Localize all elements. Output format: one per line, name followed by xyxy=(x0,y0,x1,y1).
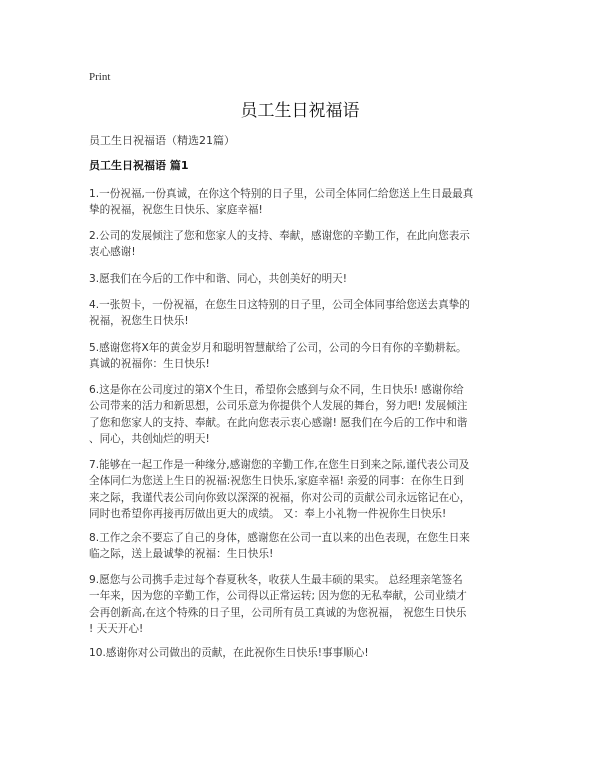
paragraph-7 xyxy=(89,457,513,523)
paragraph-line: 一年来，因为您的辛勤工作，公司得以正常运转; 因为您的无私奉献，公司业绩才 xyxy=(89,590,467,603)
paragraph-1 xyxy=(89,186,513,219)
paragraph-line: 会再创新高,在这个特殊的日子里，公司所有员工真诚的为您祝福， 祝您生日快乐 xyxy=(89,606,467,619)
section-heading: 员工生日祝福语 篇1 xyxy=(89,159,189,172)
paragraph-line: 、同心，共创灿烂的明天! xyxy=(89,433,210,446)
paragraph-4 xyxy=(89,297,513,330)
paragraph-10 xyxy=(89,645,513,661)
paragraph-line: 真诚的祝福你：生日快乐! xyxy=(89,358,210,371)
paragraph-line: ! 天天开心! xyxy=(89,623,144,636)
paragraph-5 xyxy=(89,340,513,373)
paragraph-line: 5.感谢您将X年的黄金岁月和聪明智慧献给了公司，公司的今日有你的辛勤耕耘。 xyxy=(89,342,467,354)
paragraph-line: 10.感谢你对公司做出的贡献，在此祝你生日快乐!事事顺心! xyxy=(89,647,369,659)
paragraph-line: 全体同仁为您送上生日的祝福:祝您生日快乐,家庭幸福! 亲爱的同事：在你生日到 xyxy=(89,475,464,488)
page-title: 员工生日祝福语 xyxy=(240,101,360,121)
paragraph-3 xyxy=(89,271,513,287)
document-subtitle: 员工生日祝福语（精选21篇） xyxy=(89,134,235,147)
paragraph-line: 同时也希望你再接再厉做出更大的成绩。 又：奉上小礼物一件祝你生日快乐! xyxy=(89,508,447,521)
paragraph-line: 8.工作之余不要忘了自己的身体，感谢您在公司一直以来的出色表现，在您生日来 xyxy=(89,532,470,544)
paragraph-line: 6.这是你在公司度过的第X个生日，希望你会感到与众不同，生日快乐! 感谢你给 xyxy=(89,384,464,396)
paragraph-line: 1.一份祝福,一份真诚，在你这个特别的日子里，公司全体同仁给您送上生日最最真 xyxy=(89,188,474,200)
paragraph-2 xyxy=(89,228,513,261)
paragraph-6 xyxy=(89,382,513,448)
paragraph-line: 来之际，我谨代表公司向你致以深深的祝福，你对公司的贡献公司永远铭记在心， xyxy=(89,491,471,504)
paragraph-line: 临之际，送上最诚挚的祝福：生日快乐! xyxy=(89,548,274,561)
paragraph-8 xyxy=(89,530,513,563)
paragraph-line: 3.愿我们在今后的工作中和谐、同心，共创美好的明天! xyxy=(89,273,348,285)
paragraph-line: 2.公司的发展倾注了您和您家人的支持、奉献，感谢您的辛勤工作，在此向您表示 xyxy=(89,230,470,242)
paragraph-line: 祝福，祝您生日快乐! xyxy=(89,315,189,328)
paragraph-line: 衷心感谢! xyxy=(89,246,136,259)
print-label: Print xyxy=(89,71,111,83)
paragraph-9 xyxy=(89,572,513,638)
paragraph-line: 9.愿您与公司携手走过每个春夏秋冬，收获人生最丰硕的果实。 总经理亲笔签名 xyxy=(89,574,463,586)
paragraph-line: 挚的祝福，祝您生日快乐、家庭幸福! xyxy=(89,204,263,217)
paragraph-line: 了您和您家人的支持、奉献。在此向您表示衷心感谢! 愿我们在今后的工作中和谐 xyxy=(89,416,468,429)
paragraph-line: 7.能够在一起工作是一种缘分,感谢您的辛勤工作,在您生日到来之际,谨代表公司及 xyxy=(89,459,470,471)
paragraph-line: 公司带来的活力和新思想，公司乐意为你提供个人发展的舞台，努力吧! 发展倾注 xyxy=(89,400,468,413)
paragraph-line: 4.一张贺卡，一份祝福，在您生日这特别的日子里，公司全体同事给您送去真挚的 xyxy=(89,299,470,311)
